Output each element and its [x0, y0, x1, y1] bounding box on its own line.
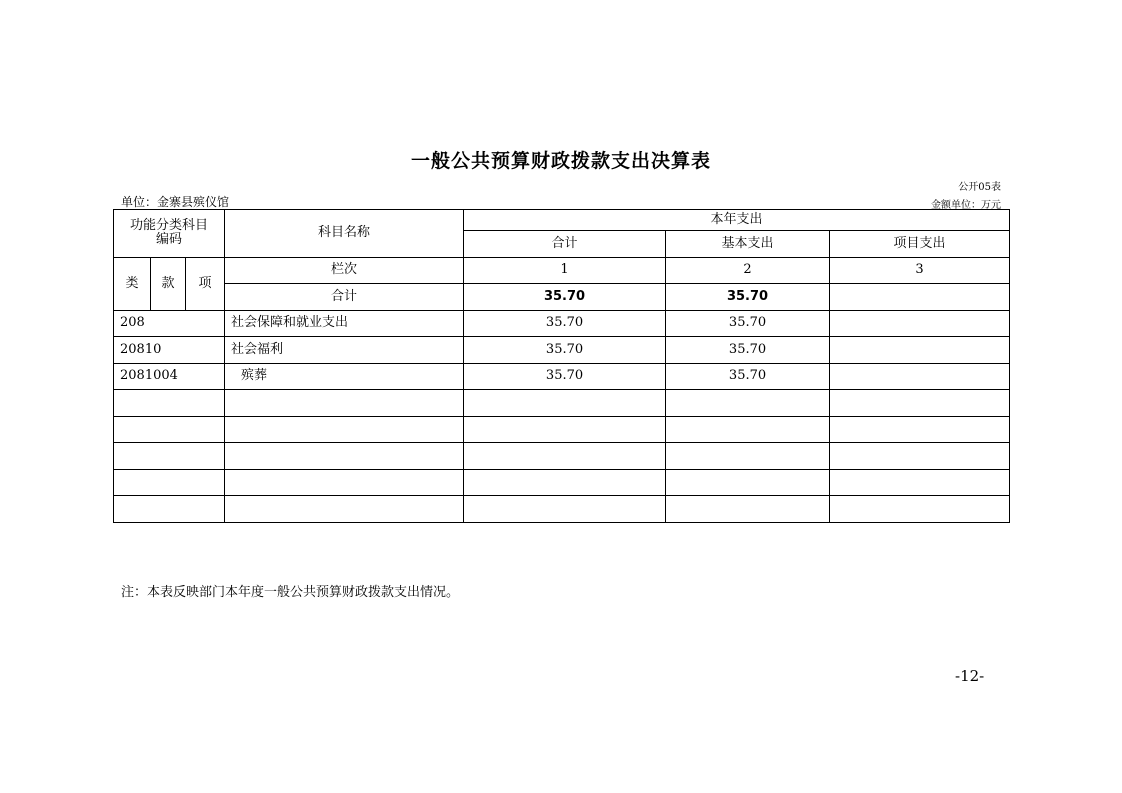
- empty-cell: [666, 496, 830, 523]
- unit-label: 单位：金寨县殡仪馆: [121, 195, 230, 209]
- row-name: 社会福利: [225, 337, 464, 364]
- total-row-label: 合计: [225, 284, 464, 311]
- total-row: [114, 284, 1010, 311]
- row-project: [830, 337, 1010, 364]
- total-row-basic: 35.70: [666, 284, 830, 311]
- table-row: [114, 337, 1010, 364]
- header-code-line1: 功能分类科目: [130, 218, 209, 234]
- row-basic: 35.70: [666, 363, 830, 390]
- header-project: 项目支出: [830, 231, 1010, 258]
- empty-cell: [114, 496, 225, 523]
- header-code-line2: 编码: [156, 232, 183, 248]
- empty-cell: [830, 469, 1010, 496]
- empty-cell: [464, 443, 666, 470]
- row-total: 35.70: [464, 310, 666, 337]
- empty-cell: [114, 443, 225, 470]
- empty-cell: [225, 469, 464, 496]
- header-total: 合计: [464, 231, 666, 258]
- empty-row: [114, 469, 1010, 496]
- empty-cell: [464, 496, 666, 523]
- empty-cell: [666, 390, 830, 417]
- header-xiang: 项: [186, 257, 225, 310]
- row-total: 35.70: [464, 363, 666, 390]
- empty-cell: [830, 496, 1010, 523]
- header-code: [114, 210, 225, 258]
- form-number: 公开05表: [958, 182, 1001, 193]
- table-row: [114, 363, 1010, 390]
- row-name: 殡葬: [225, 363, 464, 390]
- row-basic: 35.70: [666, 310, 830, 337]
- column-number-2: 2: [666, 257, 830, 284]
- empty-row: [114, 390, 1010, 417]
- header-basic: 基本支出: [666, 231, 830, 258]
- empty-cell: [225, 416, 464, 443]
- row-project: [830, 310, 1010, 337]
- page-title: 一般公共预算财政拨款支出决算表: [410, 150, 711, 172]
- empty-cell: [225, 390, 464, 417]
- empty-row: [114, 443, 1010, 470]
- empty-cell: [830, 443, 1010, 470]
- empty-cell: [666, 416, 830, 443]
- table-note: 注：本表反映部门本年度一般公共预算财政拨款支出情况。: [121, 585, 460, 600]
- total-row-total: 35.70: [464, 284, 666, 311]
- empty-cell: [830, 416, 1010, 443]
- row-code: 208: [114, 310, 225, 337]
- row-project: [830, 363, 1010, 390]
- header-lei: 类: [114, 257, 151, 310]
- empty-row: [114, 496, 1010, 523]
- empty-cell: [114, 469, 225, 496]
- money-unit-label: 金额单位：万元: [931, 200, 1001, 211]
- empty-cell: [830, 390, 1010, 417]
- total-row-project: [830, 284, 1010, 311]
- header-kuan: 款: [151, 257, 186, 310]
- empty-cell: [225, 443, 464, 470]
- empty-cell: [225, 496, 464, 523]
- row-basic: 35.70: [666, 337, 830, 364]
- row-name: 社会保障和就业支出: [225, 310, 464, 337]
- empty-cell: [464, 390, 666, 417]
- column-number-1: 1: [464, 257, 666, 284]
- empty-cell: [666, 443, 830, 470]
- column-number-row: [114, 257, 1010, 284]
- empty-cell: [114, 416, 225, 443]
- empty-row: [114, 416, 1010, 443]
- row-code: 2081004: [114, 363, 225, 390]
- empty-cell: [114, 390, 225, 417]
- row-code: 20810: [114, 337, 225, 364]
- page-number: -12-: [955, 667, 985, 685]
- header-name: 科目名称: [225, 210, 464, 258]
- row-total: 35.70: [464, 337, 666, 364]
- empty-cell: [666, 469, 830, 496]
- table-row: [114, 310, 1010, 337]
- empty-cell: [464, 416, 666, 443]
- column-number-3: 3: [830, 257, 1010, 284]
- header-current-year: 本年支出: [464, 210, 1010, 231]
- empty-cell: [464, 469, 666, 496]
- header-row-1: [114, 210, 1010, 231]
- column-number-label: 栏次: [225, 257, 464, 284]
- expenditure-table: [113, 209, 1010, 523]
